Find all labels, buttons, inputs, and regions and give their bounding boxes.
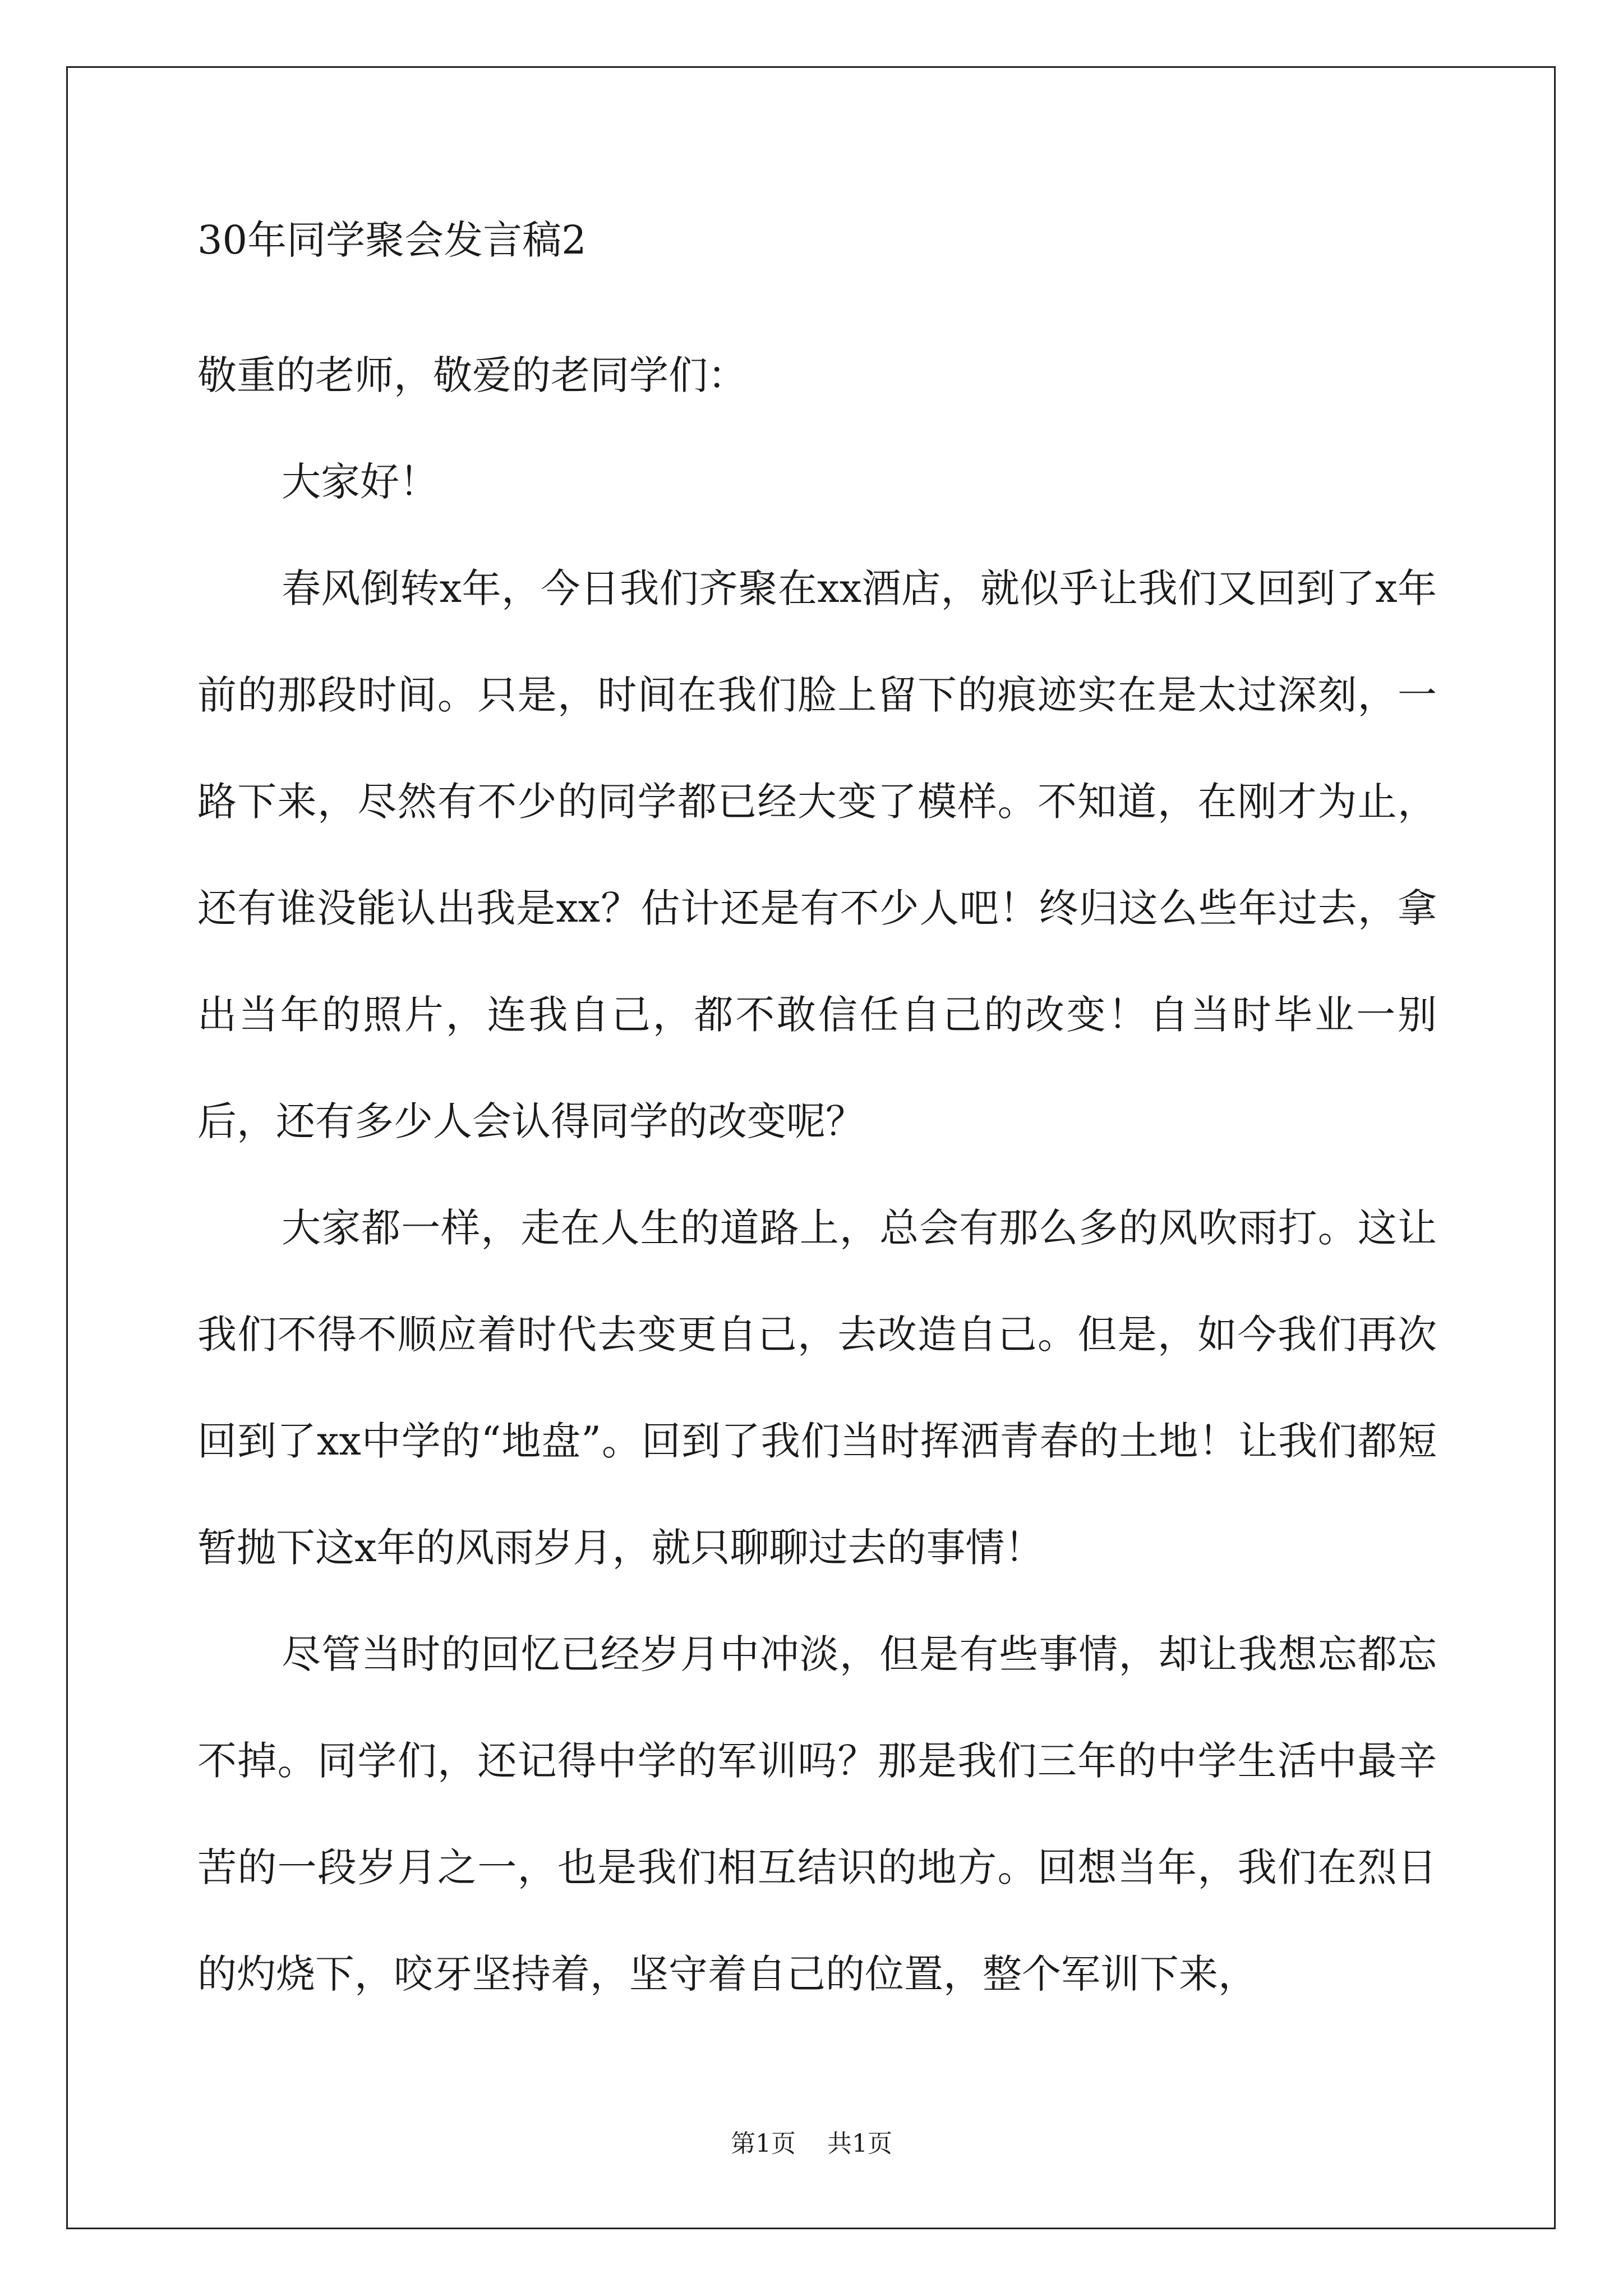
page-footer: 第1页 共1页 [731,2129,892,2158]
document-title: 30年同学聚会发言稿2 [197,217,587,263]
salutation: 敬重的老师，敬爱的老同学们： [197,352,747,398]
body-paragraph: 尽管当时的回忆已经岁月中冲淡，但是有些事情，却让我想忘都忘不掉。同学们，还记得中学的军训吗？那是我们三年的中学生活中最辛苦的一段岁月之一，也是我们相互结识的地方。回想当年，我们在烈日的灼烧下，咬牙坚持着，坚守着自己的位置，整个军训下来， [197,1631,1437,1997]
document-body [197,212,1437,2027]
greeting-paragraph: 大家好！ [282,459,439,505]
body-paragraph: 大家都一样，走在人生的道路上，总会有那么多的风吹雨打。这让我们不得不顺应着时代去变更自己，去改造自己。但是，如今我们再次回到了xx中学的“地盘”。回到了我们当时挥洒青春的土地！让我们都短暂抛下这x年的风雨岁月，就只聊聊过去的事情！ [197,1205,1437,1571]
body-paragraph: 春风倒转x年，今日我们齐聚在xx酒店，就似乎让我们又回到了x年前的那段时间。只是，时间在我们脸上留下的痕迹实在是太过深刻，一路下来，尽然有不少的同学都已经大变了模样。不知道，在刚才为止，还有谁没能认出我是xx？估计还是有不少人吧！终归这么些年过去，拿出当年的照片，连我自己，都不敢信任自己的改变！自当时毕业一别后，还有多少人会认得同学的改变呢？ [197,565,1437,1144]
